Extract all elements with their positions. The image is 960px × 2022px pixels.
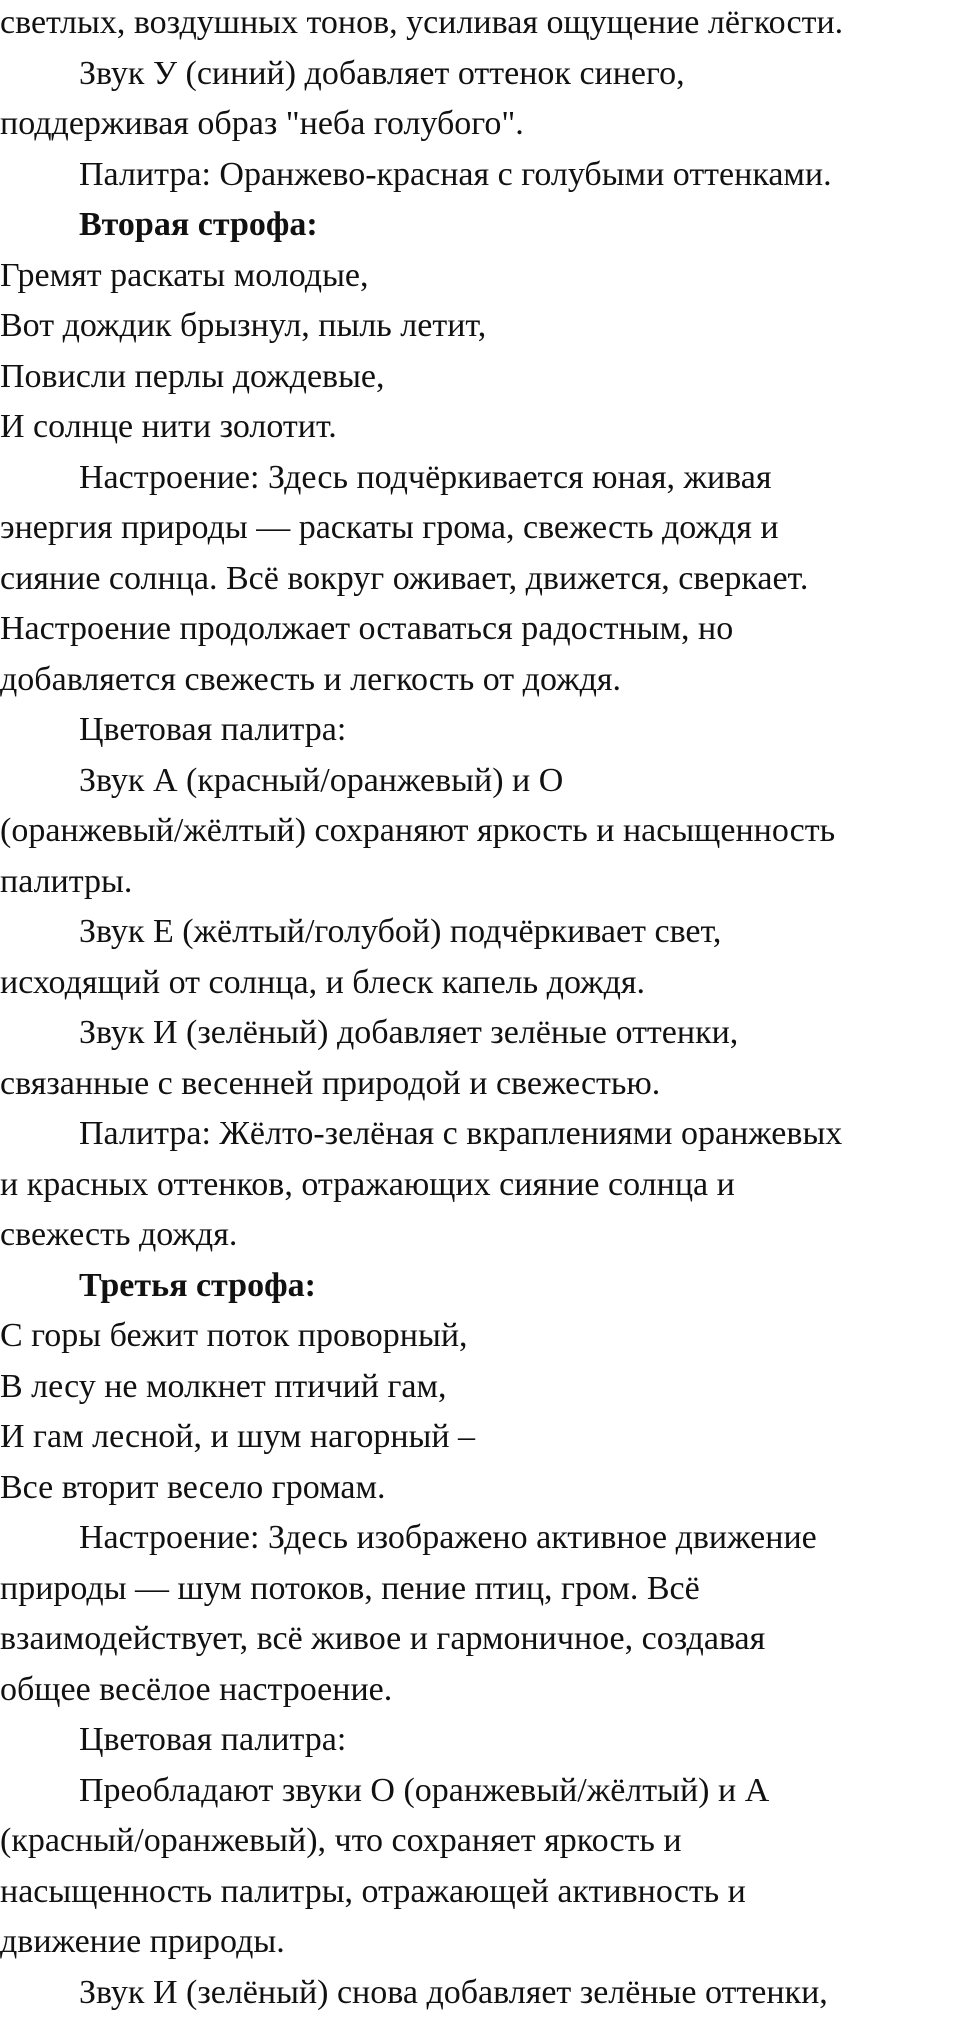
text-line: исходящий от солнца, и блеск капель дождя. — [0, 963, 646, 1001]
text-line: Повисли перлы дождевые, — [0, 357, 385, 395]
text-line: Звук А (красный/оранжевый) и О — [79, 761, 564, 799]
section-heading: Вторая строфа: — [79, 206, 318, 243]
text-line: природы — шум потоков, пение птиц, гром. Всё — [0, 1569, 700, 1607]
text-line: Звук У (синий) добавляет оттенок синего, — [79, 54, 685, 92]
text-line: энергия природы — раскаты грома, свежесть дождя и — [0, 509, 779, 546]
text-line: связанные с весенней природой и свежестью. — [0, 1064, 661, 1102]
text-line: Палитра: Жёлто-зелёная с вкраплениями оранжевых — [79, 1115, 843, 1152]
text-line: Звук Е (жёлтый/голубой) подчёркивает свет, — [79, 913, 722, 950]
text-line: общее весёлое настроение. — [0, 1670, 393, 1708]
text-line: Цветовая палитра: — [79, 1721, 347, 1758]
text-line: Звук И (зелёный) добавляет зелёные оттенки, — [79, 1014, 739, 1051]
text-line: Цветовая палитра: — [79, 711, 347, 748]
text-line: Настроение: Здесь подчёркивается юная, живая — [79, 458, 772, 496]
text-line: Преобладают звуки О (оранжевый/жёлтый) и А — [79, 1771, 770, 1809]
text-line: Все вторит весело громам. — [0, 1468, 386, 1506]
text-line: поддерживая образ "неба голубого". — [0, 105, 524, 142]
text-line: Настроение продолжает оставаться радостным, но — [0, 610, 734, 647]
text-line: (красный/оранжевый), что сохраняет яркость и — [0, 1822, 682, 1859]
section-heading: Третья строфа: — [79, 1266, 316, 1304]
text-line: Звук И (зелёный) снова добавляет зелёные оттенки, — [79, 1973, 828, 2011]
text-line: и красных оттенков, отражающих сияние солнца и — [0, 1165, 735, 1203]
text-line: движение природы. — [0, 1923, 285, 1960]
text-line: Палитра: Оранжево-красная с голубыми оттенками. — [79, 155, 832, 193]
text-line: свежесть дождя. — [0, 1216, 238, 1253]
text-line: палитры. — [0, 862, 133, 900]
text-line: Настроение: Здесь изображено активное движение — [79, 1519, 817, 1556]
text-line: насыщенность палитры, отражающей активность и — [0, 1872, 746, 1910]
text-line: И гам лесной, и шум нагорный – — [0, 1418, 476, 1455]
text-line: С горы бежит поток проворный, — [0, 1317, 468, 1354]
text-line: В лесу не молкнет птичий гам, — [0, 1367, 447, 1405]
text-line: Гремят раскаты молодые, — [0, 256, 369, 294]
text-line: (оранжевый/жёлтый) сохраняют яркость и насыщенность — [0, 812, 836, 849]
text-line: светлых, воздушных тонов, усиливая ощущение лёгкости. — [0, 4, 844, 41]
text-line: И солнце нити золотит. — [0, 408, 337, 445]
text-line: добавляется свежесть и легкость от дождя. — [0, 660, 622, 698]
text-line: взаимодействует, всё живое и гармоничное, создавая — [0, 1620, 766, 1657]
text-line: сияние солнца. Всё вокруг оживает, движется, сверкает. — [0, 559, 809, 597]
text-line: Вот дождик брызнул, пыль летит, — [0, 307, 487, 344]
